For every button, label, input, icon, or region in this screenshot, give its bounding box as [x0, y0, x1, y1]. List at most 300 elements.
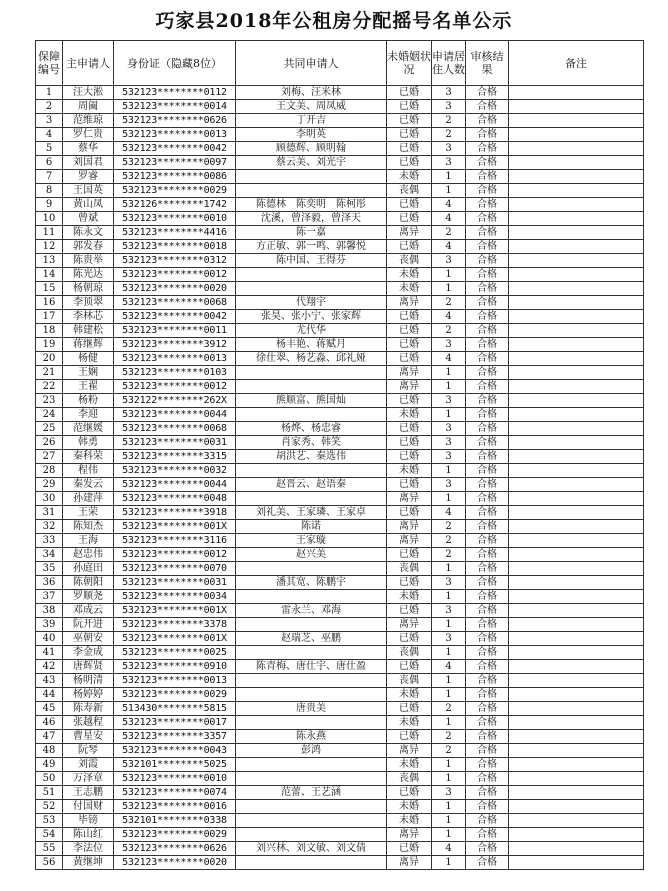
- cell-household-count: 1: [432, 268, 466, 282]
- cell-main-applicant: 张越程: [63, 716, 114, 730]
- table-row: [36, 310, 644, 324]
- cell-id-number: 532123********0074: [114, 786, 236, 800]
- cell-id-number: 532123********3912: [114, 338, 236, 352]
- cell-main-applicant: 范继媛: [63, 422, 114, 436]
- cell-review-result: 合格: [466, 86, 509, 100]
- cell-co-applicants: [236, 464, 387, 478]
- cell-id-number: 532123********0103: [114, 366, 236, 380]
- cell-note: [509, 240, 644, 254]
- cell-marital-status: 未婚: [387, 170, 432, 184]
- cell-guarantee-no: 38: [36, 604, 63, 618]
- cell-co-applicants: 陈德林 陈奕明 陈柯彤: [236, 198, 387, 212]
- cell-guarantee-no: 36: [36, 576, 63, 590]
- cell-household-count: 1: [432, 562, 466, 576]
- cell-guarantee-no: 3: [36, 114, 63, 128]
- table-row: [36, 688, 644, 702]
- cell-guarantee-no: 6: [36, 156, 63, 170]
- cell-main-applicant: 李迎: [63, 408, 114, 422]
- cell-marital-status: 已婚: [387, 338, 432, 352]
- cell-household-count: 2: [432, 114, 466, 128]
- cell-guarantee-no: 26: [36, 436, 63, 450]
- cell-household-count: 2: [432, 744, 466, 758]
- cell-household-count: 4: [432, 842, 466, 856]
- cell-marital-status: 离异: [387, 492, 432, 506]
- cell-guarantee-no: 2: [36, 100, 63, 114]
- cell-review-result: 合格: [466, 408, 509, 422]
- cell-household-count: 1: [432, 646, 466, 660]
- cell-main-applicant: 刘国君: [63, 156, 114, 170]
- cell-household-count: 1: [432, 618, 466, 632]
- cell-main-applicant: 罗顺尧: [63, 590, 114, 604]
- header-household-count: 申请居住人数: [432, 41, 466, 86]
- cell-household-count: 2: [432, 730, 466, 744]
- table-row: [36, 842, 644, 856]
- cell-review-result: 合格: [466, 786, 509, 800]
- cell-main-applicant: 王翟: [63, 380, 114, 394]
- cell-co-applicants: 范蕾、王艺涵: [236, 786, 387, 800]
- cell-guarantee-no: 23: [36, 394, 63, 408]
- table-row: [36, 632, 644, 646]
- cell-guarantee-no: 51: [36, 786, 63, 800]
- cell-id-number: 532123********0312: [114, 254, 236, 268]
- table-row: [36, 674, 644, 688]
- cell-main-applicant: 阮琴: [63, 744, 114, 758]
- cell-household-count: 1: [432, 758, 466, 772]
- cell-main-applicant: 阮开进: [63, 618, 114, 632]
- cell-household-count: 3: [432, 604, 466, 618]
- cell-main-applicant: 韩建松: [63, 324, 114, 338]
- header-main-applicant: 主申请人: [63, 41, 114, 86]
- cell-main-applicant: 杨粉: [63, 394, 114, 408]
- cell-household-count: 2: [432, 226, 466, 240]
- cell-household-count: 2: [432, 702, 466, 716]
- cell-household-count: 3: [432, 86, 466, 100]
- table-row: [36, 156, 644, 170]
- cell-review-result: 合格: [466, 422, 509, 436]
- cell-review-result: 合格: [466, 114, 509, 128]
- cell-note: [509, 478, 644, 492]
- cell-household-count: 3: [432, 142, 466, 156]
- cell-marital-status: 已婚: [387, 702, 432, 716]
- cell-note: [509, 534, 644, 548]
- cell-review-result: 合格: [466, 296, 509, 310]
- cell-marital-status: 已婚: [387, 422, 432, 436]
- cell-co-applicants: 潘其宽、陈鹏宇: [236, 576, 387, 590]
- cell-marital-status: 未婚: [387, 758, 432, 772]
- cell-main-applicant: 孙建萍: [63, 492, 114, 506]
- table-row: [36, 548, 644, 562]
- cell-note: [509, 226, 644, 240]
- cell-guarantee-no: 17: [36, 310, 63, 324]
- table-row: [36, 506, 644, 520]
- table-row: [36, 436, 644, 450]
- table-row: [36, 576, 644, 590]
- cell-household-count: 2: [432, 520, 466, 534]
- cell-review-result: 合格: [466, 100, 509, 114]
- cell-co-applicants: 唐贵美: [236, 702, 387, 716]
- cell-review-result: 合格: [466, 240, 509, 254]
- cell-id-number: 532123********0012: [114, 268, 236, 282]
- table-row: [36, 240, 644, 254]
- cell-review-result: 合格: [466, 534, 509, 548]
- table-row: [36, 478, 644, 492]
- cell-co-applicants: 胡洪艺、秦选伟: [236, 450, 387, 464]
- cell-review-result: 合格: [466, 226, 509, 240]
- cell-guarantee-no: 32: [36, 520, 63, 534]
- cell-household-count: 4: [432, 310, 466, 324]
- cell-main-applicant: 王志鹏: [63, 786, 114, 800]
- cell-note: [509, 590, 644, 604]
- cell-id-number: 532101********5025: [114, 758, 236, 772]
- cell-main-applicant: 王国英: [63, 184, 114, 198]
- cell-co-applicants: 李明英: [236, 128, 387, 142]
- roster-table: [35, 40, 644, 870]
- cell-household-count: 1: [432, 492, 466, 506]
- cell-note: [509, 450, 644, 464]
- table-row: [36, 394, 644, 408]
- cell-co-applicants: [236, 758, 387, 772]
- cell-id-number: 532123********0010: [114, 212, 236, 226]
- cell-id-number: 532123********0010: [114, 772, 236, 786]
- cell-co-applicants: [236, 646, 387, 660]
- table-row: [36, 296, 644, 310]
- cell-household-count: 2: [432, 534, 466, 548]
- cell-note: [509, 772, 644, 786]
- cell-co-applicants: 肖家秀、韩笑: [236, 436, 387, 450]
- cell-guarantee-no: 42: [36, 660, 63, 674]
- cell-note: [509, 142, 644, 156]
- cell-marital-status: 未婚: [387, 282, 432, 296]
- cell-main-applicant: 韩勇: [63, 436, 114, 450]
- cell-marital-status: 已婚: [387, 156, 432, 170]
- cell-review-result: 合格: [466, 254, 509, 268]
- cell-co-applicants: 陈永燕: [236, 730, 387, 744]
- cell-guarantee-no: 50: [36, 772, 63, 786]
- cell-review-result: 合格: [466, 492, 509, 506]
- cell-co-applicants: 王家璇: [236, 534, 387, 548]
- cell-note: [509, 856, 644, 870]
- cell-id-number: 532123********0048: [114, 492, 236, 506]
- cell-co-applicants: [236, 492, 387, 506]
- cell-main-applicant: 蒋继辉: [63, 338, 114, 352]
- cell-main-applicant: 杨朝琼: [63, 282, 114, 296]
- cell-note: [509, 464, 644, 478]
- cell-note: [509, 324, 644, 338]
- header-row: [36, 41, 644, 86]
- cell-marital-status: 丧偶: [387, 184, 432, 198]
- cell-household-count: 3: [432, 254, 466, 268]
- cell-guarantee-no: 8: [36, 184, 63, 198]
- cell-id-number: 532123********0626: [114, 842, 236, 856]
- cell-review-result: 合格: [466, 464, 509, 478]
- cell-marital-status: 已婚: [387, 324, 432, 338]
- cell-id-number: 532123********0013: [114, 352, 236, 366]
- cell-guarantee-no: 11: [36, 226, 63, 240]
- cell-note: [509, 86, 644, 100]
- cell-marital-status: 丧偶: [387, 254, 432, 268]
- cell-guarantee-no: 48: [36, 744, 63, 758]
- cell-id-number: 532123********4416: [114, 226, 236, 240]
- cell-household-count: 1: [432, 366, 466, 380]
- cell-marital-status: 已婚: [387, 394, 432, 408]
- cell-id-number: 532123********0032: [114, 464, 236, 478]
- cell-main-applicant: 程伟: [63, 464, 114, 478]
- cell-id-number: 532123********0011: [114, 324, 236, 338]
- cell-household-count: 4: [432, 660, 466, 674]
- cell-guarantee-no: 54: [36, 828, 63, 842]
- cell-co-applicants: [236, 590, 387, 604]
- cell-note: [509, 744, 644, 758]
- cell-note: [509, 156, 644, 170]
- cell-id-number: 513430********5815: [114, 702, 236, 716]
- cell-id-number: 532123********3378: [114, 618, 236, 632]
- cell-marital-status: 已婚: [387, 450, 432, 464]
- cell-id-number: 532123********0020: [114, 282, 236, 296]
- cell-id-number: 532123********0112: [114, 86, 236, 100]
- cell-guarantee-no: 16: [36, 296, 63, 310]
- cell-main-applicant: 陈山红: [63, 828, 114, 842]
- cell-note: [509, 492, 644, 506]
- cell-note: [509, 842, 644, 856]
- cell-review-result: 合格: [466, 590, 509, 604]
- cell-id-number: 532123********3315: [114, 450, 236, 464]
- cell-guarantee-no: 35: [36, 562, 63, 576]
- cell-marital-status: 已婚: [387, 506, 432, 520]
- cell-co-applicants: 徐仕翠、杨艺淼、邱礼娅: [236, 352, 387, 366]
- table-row: [36, 100, 644, 114]
- cell-marital-status: 已婚: [387, 604, 432, 618]
- table-row: [36, 198, 644, 212]
- cell-household-count: 1: [432, 800, 466, 814]
- cell-co-applicants: [236, 268, 387, 282]
- table-row: [36, 604, 644, 618]
- cell-marital-status: 已婚: [387, 100, 432, 114]
- cell-review-result: 合格: [466, 156, 509, 170]
- cell-marital-status: 未婚: [387, 688, 432, 702]
- cell-guarantee-no: 39: [36, 618, 63, 632]
- cell-review-result: 合格: [466, 730, 509, 744]
- cell-id-number: 532123********001X: [114, 520, 236, 534]
- cell-household-count: 1: [432, 590, 466, 604]
- cell-review-result: 合格: [466, 142, 509, 156]
- table-row: [36, 562, 644, 576]
- cell-guarantee-no: 12: [36, 240, 63, 254]
- cell-marital-status: 离异: [387, 366, 432, 380]
- cell-co-applicants: [236, 856, 387, 870]
- cell-id-number: 532126********1742: [114, 198, 236, 212]
- cell-co-applicants: [236, 772, 387, 786]
- table-row: [36, 520, 644, 534]
- cell-marital-status: 未婚: [387, 814, 432, 828]
- cell-id-number: 532123********0068: [114, 296, 236, 310]
- table-row: [36, 660, 644, 674]
- cell-review-result: 合格: [466, 688, 509, 702]
- cell-co-applicants: [236, 562, 387, 576]
- cell-marital-status: 丧偶: [387, 674, 432, 688]
- cell-main-applicant: 罗睿: [63, 170, 114, 184]
- cell-guarantee-no: 14: [36, 268, 63, 282]
- cell-id-number: 532122********262X: [114, 394, 236, 408]
- cell-main-applicant: 曾斌: [63, 212, 114, 226]
- cell-note: [509, 702, 644, 716]
- cell-household-count: 1: [432, 688, 466, 702]
- cell-household-count: 3: [432, 786, 466, 800]
- cell-review-result: 合格: [466, 352, 509, 366]
- table-row: [36, 758, 644, 772]
- cell-guarantee-no: 21: [36, 366, 63, 380]
- cell-marital-status: 未婚: [387, 800, 432, 814]
- cell-household-count: 3: [432, 576, 466, 590]
- cell-co-applicants: 王文美、周凤威: [236, 100, 387, 114]
- cell-guarantee-no: 56: [36, 856, 63, 870]
- cell-household-count: 2: [432, 324, 466, 338]
- cell-main-applicant: 秦发云: [63, 478, 114, 492]
- cell-main-applicant: 李法位: [63, 842, 114, 856]
- cell-co-applicants: [236, 688, 387, 702]
- cell-household-count: 1: [432, 856, 466, 870]
- cell-note: [509, 100, 644, 114]
- table-row: [36, 380, 644, 394]
- cell-guarantee-no: 4: [36, 128, 63, 142]
- cell-marital-status: 丧偶: [387, 772, 432, 786]
- cell-note: [509, 828, 644, 842]
- cell-note: [509, 114, 644, 128]
- cell-review-result: 合格: [466, 856, 509, 870]
- cell-main-applicant: 万泽章: [63, 772, 114, 786]
- cell-marital-status: 已婚: [387, 86, 432, 100]
- cell-household-count: 1: [432, 674, 466, 688]
- cell-marital-status: 离异: [387, 534, 432, 548]
- cell-main-applicant: 黄继坤: [63, 856, 114, 870]
- cell-review-result: 合格: [466, 772, 509, 786]
- cell-co-applicants: 雷永兰、邓海: [236, 604, 387, 618]
- cell-main-applicant: 唐辉贤: [63, 660, 114, 674]
- cell-main-applicant: 黄山凤: [63, 198, 114, 212]
- cell-co-applicants: 张昊、张小宁、张家辉: [236, 310, 387, 324]
- cell-id-number: 532123********0086: [114, 170, 236, 184]
- cell-id-number: 532123********001X: [114, 604, 236, 618]
- cell-guarantee-no: 46: [36, 716, 63, 730]
- cell-main-applicant: 王海: [63, 534, 114, 548]
- cell-marital-status: 已婚: [387, 352, 432, 366]
- cell-id-number: 532123********0018: [114, 240, 236, 254]
- cell-review-result: 合格: [466, 660, 509, 674]
- cell-note: [509, 212, 644, 226]
- cell-co-applicants: 杨烨、杨忠睿: [236, 422, 387, 436]
- cell-household-count: 3: [432, 156, 466, 170]
- cell-main-applicant: 李林芯: [63, 310, 114, 324]
- cell-id-number: 532123********0016: [114, 800, 236, 814]
- cell-household-count: 4: [432, 240, 466, 254]
- cell-note: [509, 660, 644, 674]
- header-marital-status: 未婚姻状况: [387, 41, 432, 86]
- cell-main-applicant: 陈贵举: [63, 254, 114, 268]
- cell-marital-status: 离异: [387, 520, 432, 534]
- cell-id-number: 532123********0014: [114, 100, 236, 114]
- table-row: [36, 814, 644, 828]
- cell-review-result: 合格: [466, 198, 509, 212]
- cell-guarantee-no: 1: [36, 86, 63, 100]
- table-row: [36, 268, 644, 282]
- cell-note: [509, 422, 644, 436]
- cell-id-number: 532123********0042: [114, 142, 236, 156]
- cell-main-applicant: 孙庭田: [63, 562, 114, 576]
- cell-note: [509, 268, 644, 282]
- cell-main-applicant: 赵忠伟: [63, 548, 114, 562]
- table-row: [36, 212, 644, 226]
- cell-guarantee-no: 15: [36, 282, 63, 296]
- cell-main-applicant: 刘霞: [63, 758, 114, 772]
- cell-co-applicants: [236, 716, 387, 730]
- cell-guarantee-no: 37: [36, 590, 63, 604]
- cell-marital-status: 离异: [387, 296, 432, 310]
- cell-co-applicants: 刘兴林、刘文敏、刘文倩: [236, 842, 387, 856]
- cell-co-applicants: 陈中国、王得芬: [236, 254, 387, 268]
- cell-guarantee-no: 55: [36, 842, 63, 856]
- cell-review-result: 合格: [466, 268, 509, 282]
- cell-household-count: 1: [432, 772, 466, 786]
- cell-id-number: 532101********0338: [114, 814, 236, 828]
- cell-id-number: 532123********0034: [114, 590, 236, 604]
- cell-guarantee-no: 7: [36, 170, 63, 184]
- cell-marital-status: 未婚: [387, 464, 432, 478]
- cell-review-result: 合格: [466, 450, 509, 464]
- cell-id-number: 532123********0044: [114, 408, 236, 422]
- table-row: [36, 716, 644, 730]
- header-review-result: 审核结果: [466, 41, 509, 86]
- cell-id-number: 532123********3357: [114, 730, 236, 744]
- cell-main-applicant: 陈朝阳: [63, 576, 114, 590]
- cell-household-count: 1: [432, 380, 466, 394]
- cell-review-result: 合格: [466, 184, 509, 198]
- cell-co-applicants: [236, 674, 387, 688]
- cell-guarantee-no: 43: [36, 674, 63, 688]
- cell-guarantee-no: 22: [36, 380, 63, 394]
- cell-main-applicant: 毕镑: [63, 814, 114, 828]
- cell-main-applicant: 秦科荣: [63, 450, 114, 464]
- cell-note: [509, 338, 644, 352]
- cell-review-result: 合格: [466, 814, 509, 828]
- cell-review-result: 合格: [466, 604, 509, 618]
- cell-co-applicants: [236, 380, 387, 394]
- cell-household-count: 1: [432, 408, 466, 422]
- cell-note: [509, 674, 644, 688]
- cell-guarantee-no: 41: [36, 646, 63, 660]
- header-id-number: 身份证（隐藏8位）: [114, 41, 236, 86]
- cell-id-number: 532123********0025: [114, 646, 236, 660]
- cell-co-applicants: 顾德辉、顾明翰: [236, 142, 387, 156]
- roster-body: [36, 86, 644, 870]
- cell-marital-status: 已婚: [387, 310, 432, 324]
- cell-main-applicant: 巫朝安: [63, 632, 114, 646]
- cell-co-applicants: 方正敏、郭一鸣、郭馨悦: [236, 240, 387, 254]
- cell-household-count: 1: [432, 814, 466, 828]
- cell-marital-status: 已婚: [387, 842, 432, 856]
- cell-guarantee-no: 28: [36, 464, 63, 478]
- cell-note: [509, 646, 644, 660]
- cell-id-number: 532123********3116: [114, 534, 236, 548]
- cell-co-applicants: 赵瑞芝、巫鹏: [236, 632, 387, 646]
- cell-review-result: 合格: [466, 506, 509, 520]
- cell-guarantee-no: 44: [36, 688, 63, 702]
- table-row: [36, 464, 644, 478]
- cell-marital-status: 已婚: [387, 478, 432, 492]
- cell-review-result: 合格: [466, 758, 509, 772]
- cell-note: [509, 198, 644, 212]
- cell-note: [509, 758, 644, 772]
- cell-marital-status: 离异: [387, 226, 432, 240]
- cell-note: [509, 730, 644, 744]
